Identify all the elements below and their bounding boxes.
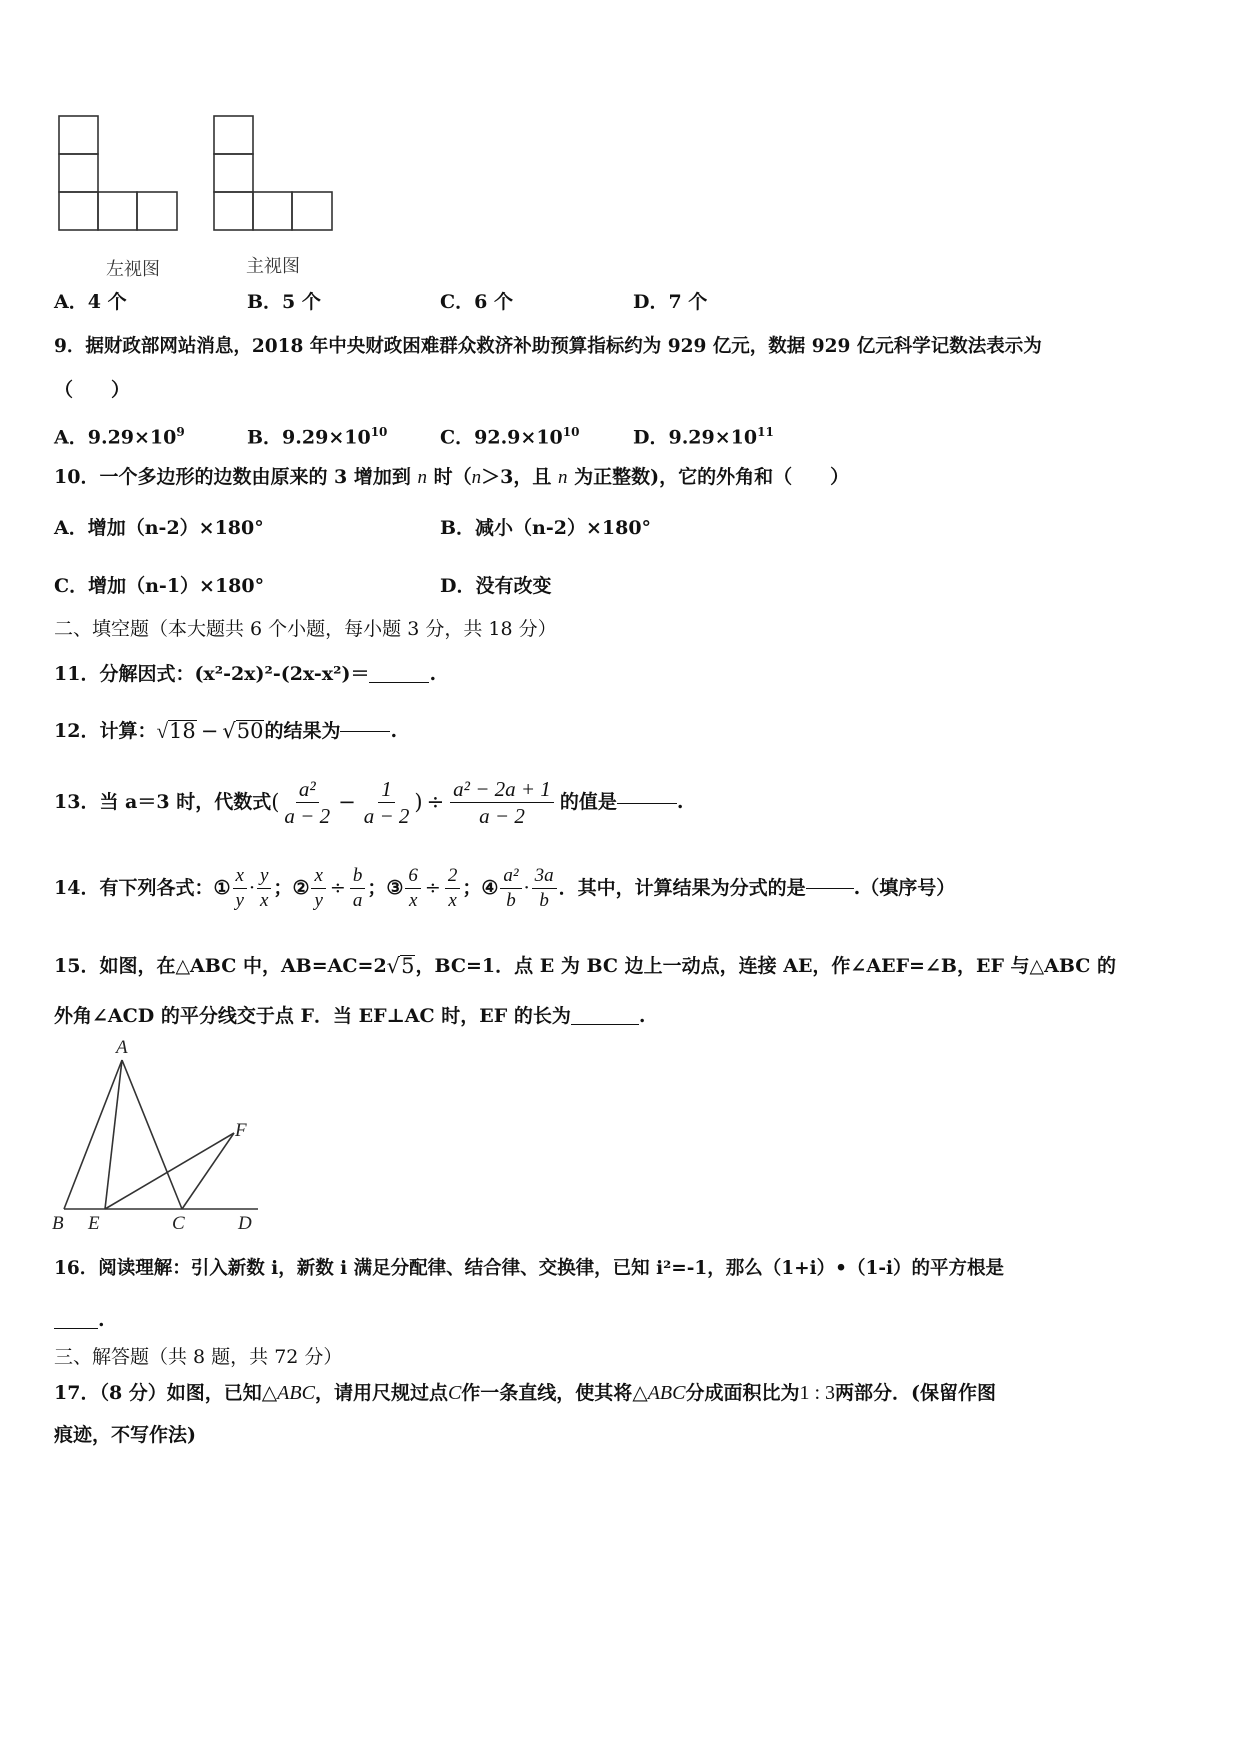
q14: 14．有下列各式： ① $\frac{x}{y}$ · $\frac{y}{x}$ ； ② $\frac{x}{y}$ ÷ $\frac{b}{a}$ ； ③ $\frac{6}{x}$ ÷ $\frac{2}{x}$ ； ④ $\frac{\text{a²}}{b}$ · $\frac{3a}{b}$ ．其中，计算结果为分式的是 .（填序号） bbox=[54, 865, 956, 911]
q13: 13．当 a＝3 时，代数式 ( $\frac{\text{a²}}{a - 2}$ − $\frac{1}{a - 2}$ ) ÷ $\frac{\text{a² − 2a + 1}}{a - 2}$ 的值是 . bbox=[54, 777, 684, 829]
point-f-label: F bbox=[235, 1120, 247, 1141]
q8-option-d: D．7 个 bbox=[633, 291, 708, 313]
q10-option-c: C．增加（n-1）×180° bbox=[54, 575, 265, 597]
q10-stem: 10．一个多边形的边数由原来的 3 增加到 n 时（n＞3，且 n 为正整数)，它的外角和（ ） bbox=[54, 466, 850, 488]
q15-line2: 外角∠ACD 的平分线交于点 F．当 EF⊥AC 时，EF 的长为 . bbox=[54, 1005, 646, 1027]
q16-stem: 16．阅读理解：引入新数 i，新数 i 满足分配律、结合律、交换律，已知 i²=-1，那么（1+i）•（1-i）的平方根是 bbox=[54, 1258, 1005, 1279]
q17-line1: 17．（8 分）如图，已知△ABC，请用尺规过点C作一条直线，使其将△ABC分成面积比为1 : 3两部分．(保留作图 bbox=[54, 1382, 997, 1404]
point-b-label: B bbox=[52, 1213, 64, 1234]
q9-stem: 9．据财政部网站消息，2018 年中央财政困难群众救济补助预算指标约为 929 亿元，数据 929 亿元科学记数法表示为 bbox=[54, 336, 1042, 357]
left-view-label: 左视图 bbox=[106, 259, 160, 280]
section3-heading: 三、解答题（共 8 题，共 72 分） bbox=[54, 1346, 343, 1368]
q11: 11．分解因式：(x²-2x)²-(2x-x²)＝ . bbox=[54, 663, 437, 685]
front-view-figure bbox=[213, 115, 335, 239]
q12: 12．计算： √ 18 − √ 50 的结果为 . bbox=[54, 718, 398, 743]
point-c-label: C bbox=[172, 1213, 185, 1234]
q9-option-d: D．$9.29\times 10^{11}$ bbox=[633, 425, 774, 449]
q9-paren: （ ） bbox=[54, 379, 131, 401]
point-d-label: D bbox=[238, 1213, 252, 1234]
q9-option-c: C．$92.9\times 10^{10}$ bbox=[440, 425, 580, 449]
q8-option-b: B．5 个 bbox=[247, 291, 321, 313]
point-a-label: A bbox=[116, 1037, 128, 1058]
front-view-label: 主视图 bbox=[246, 256, 300, 277]
q8-option-a: A．4 个 bbox=[54, 291, 127, 313]
q15-line1: 15．如图，在△ABC 中，AB=AC=2 √ 5 ，BC=1．点 E 为 BC 边上一动点，连接 AE，作∠AEF=∠B，EF 与△ABC 的 bbox=[54, 953, 1117, 978]
q10-option-d: D．没有改变 bbox=[440, 575, 552, 597]
q16-answer-blank: . bbox=[54, 1311, 105, 1330]
q9-option-a: A．$9.29\times 10^9$ bbox=[54, 425, 185, 449]
q10-option-b: B．减小（n-2）×180° bbox=[440, 517, 652, 539]
q8-option-c: C．6 个 bbox=[440, 291, 513, 313]
triangle-figure bbox=[48, 1036, 270, 1240]
q9-option-b: B．$9.29\times 10^{10}$ bbox=[247, 425, 388, 449]
point-e-label: E bbox=[88, 1213, 100, 1234]
q10-option-a: A．增加（n-2）×180° bbox=[54, 517, 264, 539]
q17-line2: 痕迹，不写作法) bbox=[54, 1424, 196, 1446]
section2-heading: 二、填空题（本大题共 6 个小题，每小题 3 分，共 18 分） bbox=[54, 618, 557, 640]
left-view-figure bbox=[58, 115, 180, 239]
